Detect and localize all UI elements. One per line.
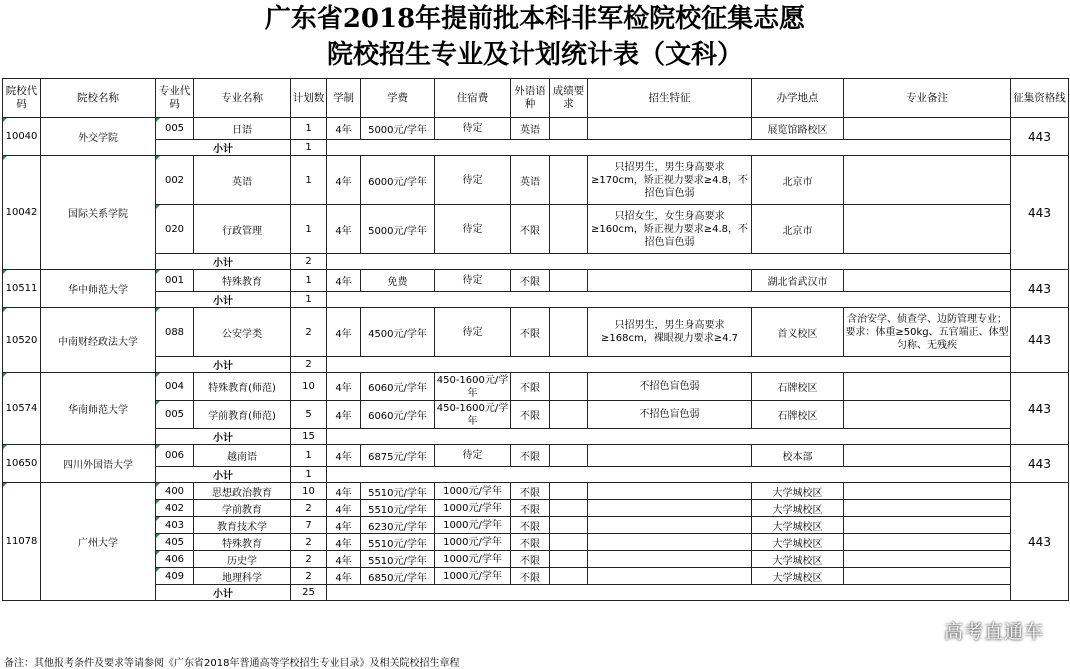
page-subtitle: 院校招生专业及计划统计表（文科）: [326, 40, 743, 70]
subtotal-value: 15: [291, 429, 327, 445]
features: 不招色盲色弱: [588, 401, 752, 429]
major-name: 越南语: [194, 445, 291, 467]
header-major-code: 专业代码: [156, 79, 194, 118]
score-requirement: [550, 205, 588, 254]
subtotal-row: [3, 357, 1069, 373]
table-row: [3, 270, 1069, 292]
language: 英语: [511, 118, 550, 140]
score-requirement: [550, 551, 588, 568]
duration: 4年: [327, 483, 361, 500]
major-code: 006: [156, 445, 194, 467]
lodging-fee: 待定: [435, 118, 511, 140]
tuition: 5510元/学年: [361, 551, 435, 568]
major-name: 学前教育: [194, 500, 291, 517]
header-duration: 学制: [327, 79, 361, 118]
plan-count: 5: [291, 401, 327, 429]
cutoff-score: 443: [1011, 483, 1069, 601]
school-code: 10042: [3, 156, 41, 270]
lodging-fee: 待定: [435, 156, 511, 205]
plan-count: 1: [291, 118, 327, 140]
location: 石牌校区: [752, 373, 844, 401]
cutoff-score: 443: [1011, 445, 1069, 483]
header-location: 办学地点: [752, 79, 844, 118]
location: 大学城校区: [752, 483, 844, 500]
score-requirement: [550, 483, 588, 500]
school-name: 广州大学: [41, 483, 156, 601]
table-row: [3, 568, 1069, 585]
plan-count: 7: [291, 517, 327, 534]
lodging-fee: 待定: [435, 205, 511, 254]
major-name: 思想政治教育: [194, 483, 291, 500]
location: 石牌校区: [752, 401, 844, 429]
remarks: [844, 517, 1011, 534]
subtotal-value: 1: [291, 467, 327, 483]
major-code: 402: [156, 500, 194, 517]
score-requirement: [550, 568, 588, 585]
table-row: [3, 517, 1069, 534]
school-name: 华南师范大学: [41, 373, 156, 445]
major-code: 088: [156, 308, 194, 357]
major-code: 406: [156, 551, 194, 568]
tuition: 5000元/学年: [361, 118, 435, 140]
enrollment-table: [2, 78, 1069, 601]
tuition: 6060元/学年: [361, 373, 435, 401]
school-code: 10574: [3, 373, 41, 445]
location: 北京市: [752, 156, 844, 205]
lodging-fee: 1000元/学年: [435, 568, 511, 585]
language: 不限: [511, 551, 550, 568]
table-row: [3, 118, 1069, 140]
table-row: [3, 483, 1069, 500]
plan-count: 2: [291, 308, 327, 357]
lodging-fee: 450-1600元/学年: [435, 401, 511, 429]
header-cutoff: 征集资格线: [1011, 79, 1069, 118]
school-name: 国际关系学院: [41, 156, 156, 270]
header-school-name: 院校名称: [41, 79, 156, 118]
duration: 4年: [327, 568, 361, 585]
language: 不限: [511, 445, 550, 467]
remarks: 含治安学、侦查学、边防管理专业；要求：体重≥50kg、五官端正、体型匀称、无残疾: [844, 308, 1011, 357]
lodging-fee: 1000元/学年: [435, 517, 511, 534]
plan-count: 10: [291, 373, 327, 401]
remarks: [844, 534, 1011, 551]
score-requirement: [550, 534, 588, 551]
tuition: 免费: [361, 270, 435, 292]
header-plan: 计划数: [291, 79, 327, 118]
major-name: 特殊教育: [194, 534, 291, 551]
features: [588, 118, 752, 140]
subtotal-filler: [327, 292, 1011, 308]
page-title: 广东省2018年提前批本科非军检院校征集志愿: [264, 4, 806, 34]
header-remarks: 专业备注: [844, 79, 1011, 118]
features: [588, 568, 752, 585]
cutoff-score: 443: [1011, 308, 1069, 373]
remarks: [844, 500, 1011, 517]
remarks: [844, 156, 1011, 205]
major-code: 409: [156, 568, 194, 585]
subtotal-label: 小计: [156, 140, 291, 156]
duration: 4年: [327, 308, 361, 357]
header-language: 外语语种: [511, 79, 550, 118]
duration: 4年: [327, 500, 361, 517]
major-name: 行政管理: [194, 205, 291, 254]
table-row: [3, 500, 1069, 517]
table-row: [3, 205, 1069, 254]
school-code: 10511: [3, 270, 41, 308]
table-row: [3, 551, 1069, 568]
table-row: [3, 445, 1069, 467]
major-name: 英语: [194, 156, 291, 205]
plan-count: 2: [291, 568, 327, 585]
remarks: [844, 373, 1011, 401]
lodging-fee: 1000元/学年: [435, 500, 511, 517]
subtotal-label: 小计: [156, 292, 291, 308]
major-code: 400: [156, 483, 194, 500]
location: 大学城校区: [752, 568, 844, 585]
plan-count: 10: [291, 483, 327, 500]
subtotal-filler: [327, 585, 1011, 601]
school-code: 10650: [3, 445, 41, 483]
language: 不限: [511, 401, 550, 429]
features: [588, 483, 752, 500]
location: 湖北省武汉市: [752, 270, 844, 292]
major-code: 005: [156, 401, 194, 429]
language: 不限: [511, 373, 550, 401]
features: [588, 500, 752, 517]
major-name: 地理科学: [194, 568, 291, 585]
subtotal-row: [3, 585, 1069, 601]
table-row: [3, 156, 1069, 205]
features: 只招男生，男生身高要求≥170cm，矫正视力要求≥4.8，不招色盲色弱: [588, 156, 752, 205]
cutoff-score: 443: [1011, 270, 1069, 308]
subtotal-filler: [327, 140, 1011, 156]
duration: 4年: [327, 118, 361, 140]
subtotal-filler: [327, 467, 1011, 483]
features: [588, 534, 752, 551]
remarks: [844, 445, 1011, 467]
remarks: [844, 205, 1011, 254]
score-requirement: [550, 500, 588, 517]
subtotal-label: 小计: [156, 357, 291, 373]
duration: 4年: [327, 401, 361, 429]
subtotal-label: 小计: [156, 585, 291, 601]
major-code: 002: [156, 156, 194, 205]
header-features: 招生特征: [588, 79, 752, 118]
location: 大学城校区: [752, 517, 844, 534]
subtotal-filler: [327, 357, 1011, 373]
cutoff-score: 443: [1011, 373, 1069, 445]
tuition: 6850元/学年: [361, 568, 435, 585]
table-row: [3, 373, 1069, 401]
lodging-fee: 1000元/学年: [435, 483, 511, 500]
header-school-code: 院校代码: [3, 79, 41, 118]
language: 不限: [511, 568, 550, 585]
score-requirement: [550, 517, 588, 534]
major-code: 005: [156, 118, 194, 140]
features: 不招色盲色弱: [588, 373, 752, 401]
subtotal-label: 小计: [156, 254, 291, 270]
remarks: [844, 483, 1011, 500]
score-requirement: [550, 445, 588, 467]
table-row: [3, 534, 1069, 551]
subtotal-filler: [327, 254, 1011, 270]
major-code: 405: [156, 534, 194, 551]
tuition: 4500元/学年: [361, 308, 435, 357]
lodging-fee: 待定: [435, 445, 511, 467]
language: 不限: [511, 205, 550, 254]
duration: 4年: [327, 270, 361, 292]
major-name: 特殊教育(师范): [194, 373, 291, 401]
table-row: [3, 401, 1069, 429]
tuition: 5000元/学年: [361, 205, 435, 254]
language: 不限: [511, 517, 550, 534]
duration: 4年: [327, 205, 361, 254]
subtotal-row: [3, 292, 1069, 308]
subtotal-value: 1: [291, 140, 327, 156]
header-lodging: 住宿费: [435, 79, 511, 118]
plan-count: 2: [291, 500, 327, 517]
major-name: 历史学: [194, 551, 291, 568]
school-name: 外交学院: [41, 118, 156, 156]
major-name: 特殊教育: [194, 270, 291, 292]
features: [588, 445, 752, 467]
duration: 4年: [327, 445, 361, 467]
lodging-fee: 1000元/学年: [435, 534, 511, 551]
table-body: [3, 118, 1069, 601]
lodging-fee: 450-1600元/学年: [435, 373, 511, 401]
header-tuition: 学费: [361, 79, 435, 118]
subtotal-row: [3, 140, 1069, 156]
features: [588, 551, 752, 568]
school-name: 华中师范大学: [41, 270, 156, 308]
language: 不限: [511, 534, 550, 551]
language: 不限: [511, 270, 550, 292]
subtotal-row: [3, 429, 1069, 445]
major-code: 004: [156, 373, 194, 401]
location: 北京市: [752, 205, 844, 254]
major-name: 日语: [194, 118, 291, 140]
major-name: 学前教育(师范): [194, 401, 291, 429]
location: 大学城校区: [752, 534, 844, 551]
school-code: 10040: [3, 118, 41, 156]
language: 不限: [511, 308, 550, 357]
tuition: 5510元/学年: [361, 483, 435, 500]
score-requirement: [550, 401, 588, 429]
lodging-fee: 待定: [435, 308, 511, 357]
duration: 4年: [327, 534, 361, 551]
remarks: [844, 568, 1011, 585]
major-code: 403: [156, 517, 194, 534]
language: 英语: [511, 156, 550, 205]
tuition: 6875元/学年: [361, 445, 435, 467]
major-name: 教育技术学: [194, 517, 291, 534]
header-score-requirement: 成绩要求: [550, 79, 588, 118]
subtotal-value: 25: [291, 585, 327, 601]
cutoff-score: 443: [1011, 118, 1069, 156]
subtotal-row: [3, 254, 1069, 270]
remarks: [844, 270, 1011, 292]
duration: 4年: [327, 373, 361, 401]
score-requirement: [550, 118, 588, 140]
features: [588, 517, 752, 534]
plan-count: 2: [291, 551, 327, 568]
plan-count: 1: [291, 445, 327, 467]
school-name: 中南财经政法大学: [41, 308, 156, 373]
location: 展览馆路校区: [752, 118, 844, 140]
location: 大学城校区: [752, 551, 844, 568]
table-header-row: [3, 79, 1069, 118]
location: 大学城校区: [752, 500, 844, 517]
location: 首义校区: [752, 308, 844, 357]
plan-count: 1: [291, 205, 327, 254]
major-code: 020: [156, 205, 194, 254]
tuition: 6230元/学年: [361, 517, 435, 534]
subtotal-label: 小计: [156, 467, 291, 483]
subtotal-label: 小计: [156, 429, 291, 445]
features: 只招男生，男生身高要求≥168cm，裸眼视力要求≥4.7: [588, 308, 752, 357]
subtotal-value: 1: [291, 292, 327, 308]
cutoff-score: 443: [1011, 156, 1069, 270]
location: 校本部: [752, 445, 844, 467]
subtotal-value: 2: [291, 357, 327, 373]
features: 只招女生，女生身高要求≥160cm，矫正视力要求≥4.8，不招色盲色弱: [588, 205, 752, 254]
tuition: 6060元/学年: [361, 401, 435, 429]
school-code: 11078: [3, 483, 41, 601]
school-code: 10520: [3, 308, 41, 373]
school-name: 四川外国语大学: [41, 445, 156, 483]
plan-count: 1: [291, 156, 327, 205]
duration: 4年: [327, 156, 361, 205]
plan-count: 2: [291, 534, 327, 551]
score-requirement: [550, 156, 588, 205]
score-requirement: [550, 270, 588, 292]
subtotal-value: 2: [291, 254, 327, 270]
major-code: 001: [156, 270, 194, 292]
subtotal-filler: [327, 429, 1011, 445]
subtotal-row: [3, 467, 1069, 483]
tuition: 5510元/学年: [361, 534, 435, 551]
footnote: 备注：其他报考条件及要求等请参阅《广东省2018年普通高等学校招生专业目录》及相关院校招生章程: [4, 658, 460, 669]
duration: 4年: [327, 517, 361, 534]
features: [588, 270, 752, 292]
tuition: 6000元/学年: [361, 156, 435, 205]
tuition: 5510元/学年: [361, 500, 435, 517]
remarks: [844, 401, 1011, 429]
score-requirement: [550, 373, 588, 401]
header-major-name: 专业名称: [194, 79, 291, 118]
lodging-fee: 待定: [435, 270, 511, 292]
language: 不限: [511, 483, 550, 500]
table-row: [3, 308, 1069, 357]
language: 不限: [511, 500, 550, 517]
major-name: 公安学类: [194, 308, 291, 357]
duration: 4年: [327, 551, 361, 568]
watermark: 高考直通车: [943, 621, 1044, 643]
remarks: [844, 118, 1011, 140]
remarks: [844, 551, 1011, 568]
score-requirement: [550, 308, 588, 357]
lodging-fee: 1000元/学年: [435, 551, 511, 568]
plan-count: 1: [291, 270, 327, 292]
